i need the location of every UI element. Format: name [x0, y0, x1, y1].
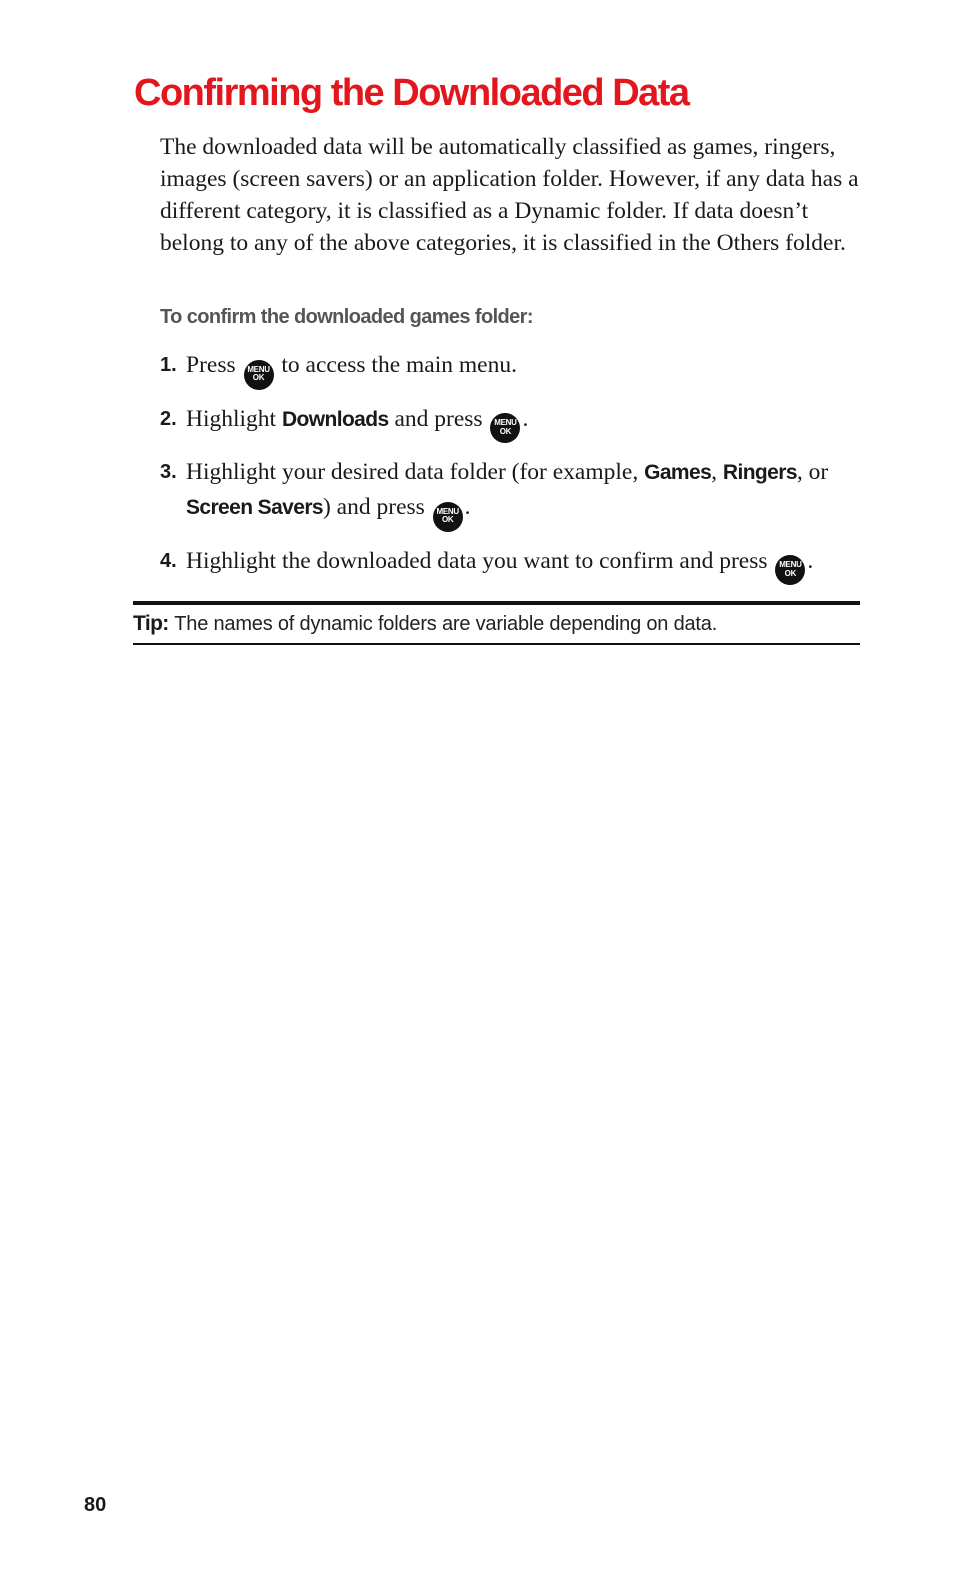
tip-box: [133, 601, 860, 645]
tip-label: Tip:: [133, 612, 169, 635]
step-text: .: [522, 405, 529, 432]
menu-keyword-ringers: Ringers: [722, 461, 797, 484]
step-number: 2.: [160, 407, 177, 430]
intro-paragraph: The downloaded data will be automatically classified as games, ringers, images (screen savers) or an application folder. However, if any data has a different category, it is classified as a Dynamic folder. If data doesn’t belong to any of the above categories, it is classified in the Others folder.: [160, 134, 859, 256]
page-title: Confirming the Downloaded Data: [134, 72, 689, 114]
tip-text: The names of dynamic folders are variable depending on data.: [174, 613, 718, 635]
step-4: [160, 544, 860, 586]
menu-ok-key-icon: MENU OK: [244, 360, 274, 390]
step-number: 3.: [160, 461, 177, 483]
menu-keyword-games: Games: [644, 461, 712, 484]
step-1: [160, 348, 860, 390]
step-2: [160, 402, 860, 444]
step-text: ,: [711, 459, 718, 485]
step-text: .: [464, 494, 471, 520]
step-number: 4.: [160, 549, 177, 572]
section-subheading: To confirm the downloaded games folder:: [160, 306, 533, 328]
step-text: Press: [186, 352, 236, 378]
step-3: [160, 455, 860, 532]
menu-keyword-downloads: Downloads: [281, 407, 389, 431]
step-text: Highlight the downloaded data you want to confirm and press: [186, 547, 768, 574]
step-number: 1.: [160, 354, 177, 376]
step-text: , or: [796, 459, 829, 485]
menu-ok-key-icon: MENU OK: [433, 502, 463, 532]
menu-keyword-screen-savers: Screen Savers: [186, 496, 323, 519]
step-text: Highlight: [186, 405, 277, 432]
menu-ok-key-icon: MENU OK: [775, 555, 805, 585]
step-text: and press: [394, 405, 483, 432]
step-text: Highlight your desired data folder (for example,: [186, 459, 639, 485]
page-number: 80: [84, 1494, 107, 1516]
step-text: ) and press: [322, 494, 425, 520]
steps-list: [160, 348, 860, 585]
step-text: to access the main menu.: [281, 352, 517, 378]
step-text: .: [807, 547, 814, 574]
menu-ok-key-icon: MENU OK: [490, 413, 520, 443]
